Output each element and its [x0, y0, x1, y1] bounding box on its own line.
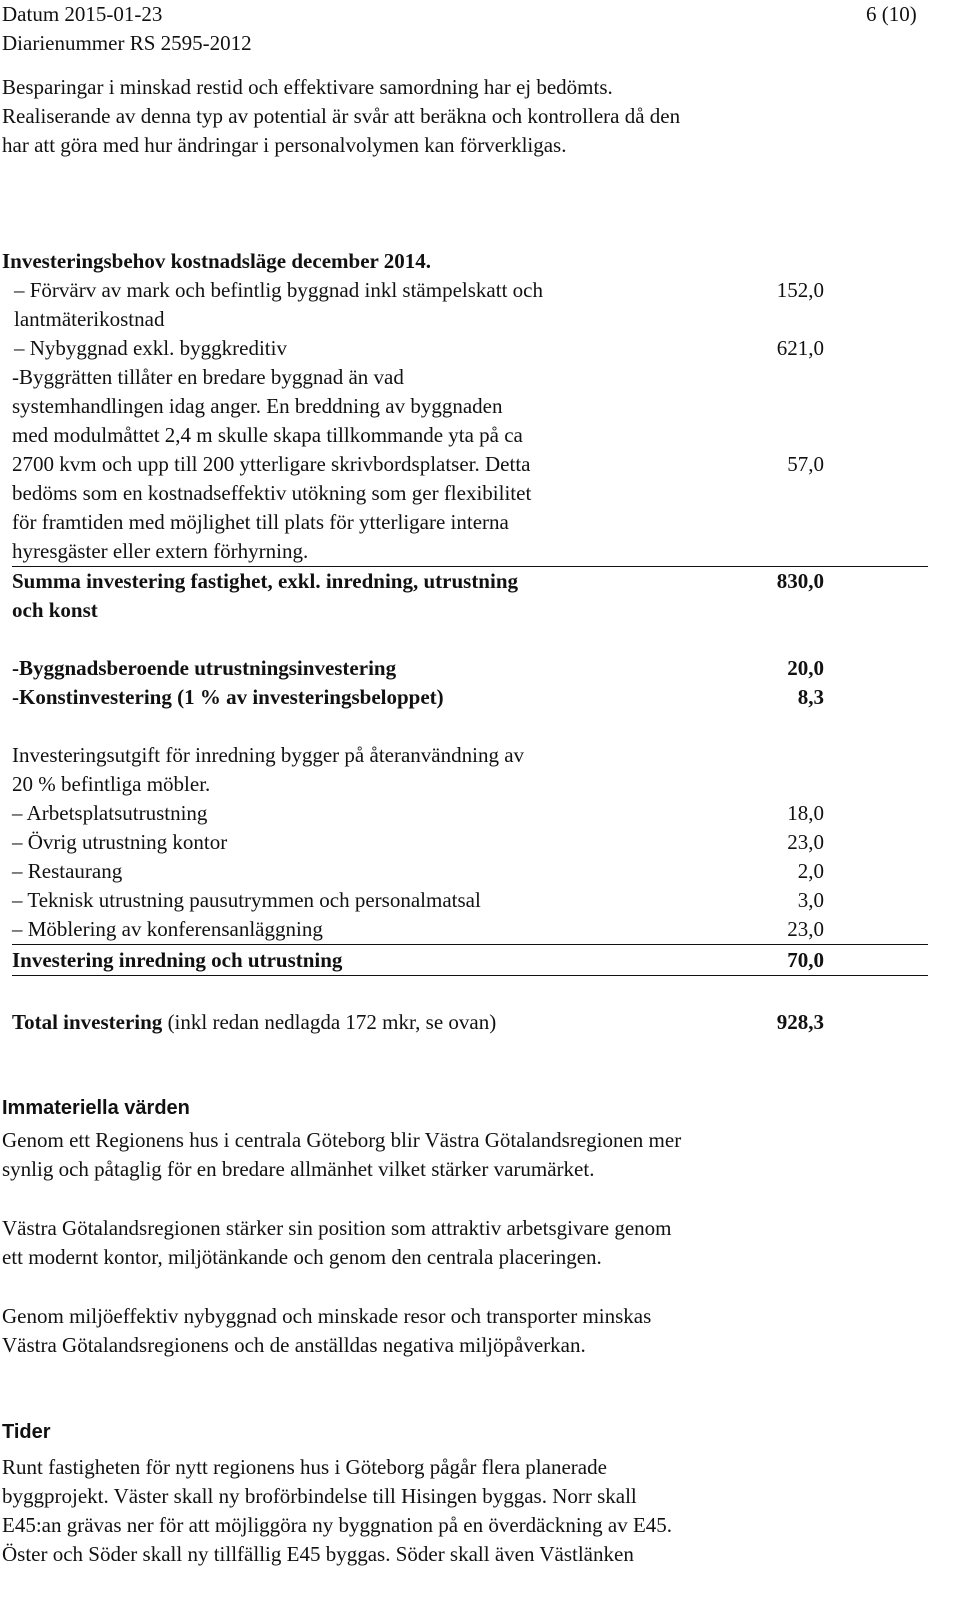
row-byggratt-line: hyresgäster eller extern förhyrning. — [12, 539, 309, 563]
paragraph-line: ett modernt kontor, miljötänkande och genom den centrala placeringen. — [2, 1245, 602, 1269]
row-forvarv-amount: 152,0 — [776, 278, 824, 302]
row-byggratt-line: bedöms som en kostnadseffektiv utökning som ger flexibilitet — [12, 481, 532, 505]
item-label: – Möblering av konferensanläggning — [12, 917, 323, 941]
total-label-rest: (inkl redan nedlagda 172 mkr, se ovan) — [162, 1010, 497, 1034]
total-amount: 928,3 — [776, 1010, 824, 1034]
item-label: – Arbetsplatsutrustning — [12, 801, 208, 825]
konst-amount: 8,3 — [797, 685, 824, 709]
item-amount: 3,0 — [797, 888, 824, 912]
inredning-amount: 70,0 — [787, 948, 824, 972]
item-amount: 23,0 — [787, 830, 824, 854]
divider — [12, 566, 928, 567]
row-byggratt-line: systemhandlingen idag anger. En breddning av byggnaden — [12, 394, 503, 418]
konst-label: -Konstinvestering (1 % av investeringsbeloppet) — [12, 685, 444, 709]
paragraph-line: synlig och påtaglig för en bredare allmänhet vilket stärker varumärket. — [2, 1157, 595, 1181]
row-byggratt-line: för framtiden med möjlighet till plats för ytterligare interna — [12, 510, 509, 534]
row-byggratt-line: 2700 kvm och upp till 200 ytterligare skrivbordsplatser. Detta — [12, 452, 531, 476]
row-forvarv-label: – Förvärv av mark och befintlig byggnad inkl stämpelskatt och — [14, 278, 543, 302]
paragraph-line: E45:an grävas ner för att möjliggöra ny byggnation på en överdäckning av E45. — [2, 1513, 673, 1537]
row-nybyggnad-label: – Nybyggnad exkl. byggkreditiv — [14, 336, 287, 360]
intro-line: Realiserande av denna typ av potential är svår att beräkna och kontrollera då den — [2, 104, 681, 128]
header-date: Datum 2015-01-23 — [2, 2, 163, 26]
intro-line: har att göra med hur ändringar i personalvolymen kan förverkligas. — [2, 133, 567, 157]
inredning-label: Investering inredning och utrustning — [12, 948, 343, 972]
divider — [12, 944, 928, 945]
paragraph-line: Västra Götalandsregionen stärker sin position som attraktiv arbetsgivare genom — [2, 1216, 672, 1240]
paragraph-line: Västra Götalandsregionens och de anställdas negativa miljöpåverkan. — [2, 1333, 586, 1357]
item-label: – Restaurang — [12, 859, 123, 883]
item-amount: 23,0 — [787, 917, 824, 941]
row-byggratt-line: -Byggrätten tillåter en bredare byggnad än vad — [12, 365, 404, 389]
tider-heading: Tider — [2, 1421, 51, 1443]
row-nybyggnad-amount: 621,0 — [776, 336, 824, 360]
paragraph-line: Genom miljöeffektiv nybyggnad och minskade resor och transporter minskas — [2, 1304, 652, 1328]
immateriella-heading: Immateriella värden — [2, 1097, 190, 1119]
summa-label-cont: och konst — [12, 598, 98, 622]
summa-label: Summa investering fastighet, exkl. inredning, utrustning — [12, 569, 518, 593]
row-byggratt-amount: 57,0 — [787, 452, 824, 476]
paragraph-line: Runt fastigheten för nytt regionens hus i Göteborg pågår flera planerade — [2, 1455, 607, 1479]
row-forvarv-label-cont: lantmäterikostnad — [14, 307, 165, 331]
bygg-label: -Byggnadsberoende utrustningsinvestering — [12, 656, 397, 680]
bygg-amount: 20,0 — [787, 656, 824, 680]
item-amount: 18,0 — [787, 801, 824, 825]
paragraph-line: Öster och Söder skall ny tillfällig E45 byggas. Söder skall även Västlänken — [2, 1542, 634, 1566]
investment-heading: Investeringsbehov kostnadsläge december 2014. — [2, 249, 431, 273]
paragraph-line: Genom ett Regionens hus i centrala Göteborg blir Västra Götalandsregionen mer — [2, 1128, 682, 1152]
item-amount: 2,0 — [797, 859, 824, 883]
note-line: 20 % befintliga möbler. — [12, 772, 211, 796]
divider — [12, 975, 928, 976]
total-label — [12, 1010, 496, 1034]
intro-line: Besparingar i minskad restid och effektivare samordning har ej bedömts. — [2, 75, 613, 99]
item-label: – Övrig utrustning kontor — [12, 830, 228, 854]
row-byggratt-line: med modulmåttet 2,4 m skulle skapa tillkommande yta på ca — [12, 423, 523, 447]
item-label: – Teknisk utrustning pausutrymmen och personalmatsal — [12, 888, 481, 912]
header-diarienummer: Diarienummer RS 2595-2012 — [2, 31, 252, 55]
total-label-bold: Total investering — [12, 1010, 163, 1034]
note-line: Investeringsutgift för inredning bygger på återanvändning av — [12, 743, 525, 767]
page-number: 6 (10) — [866, 2, 917, 26]
summa-amount: 830,0 — [776, 569, 824, 593]
paragraph-line: byggprojekt. Väster skall ny broförbindelse till Hisingen byggas. Norr skall — [2, 1484, 637, 1508]
